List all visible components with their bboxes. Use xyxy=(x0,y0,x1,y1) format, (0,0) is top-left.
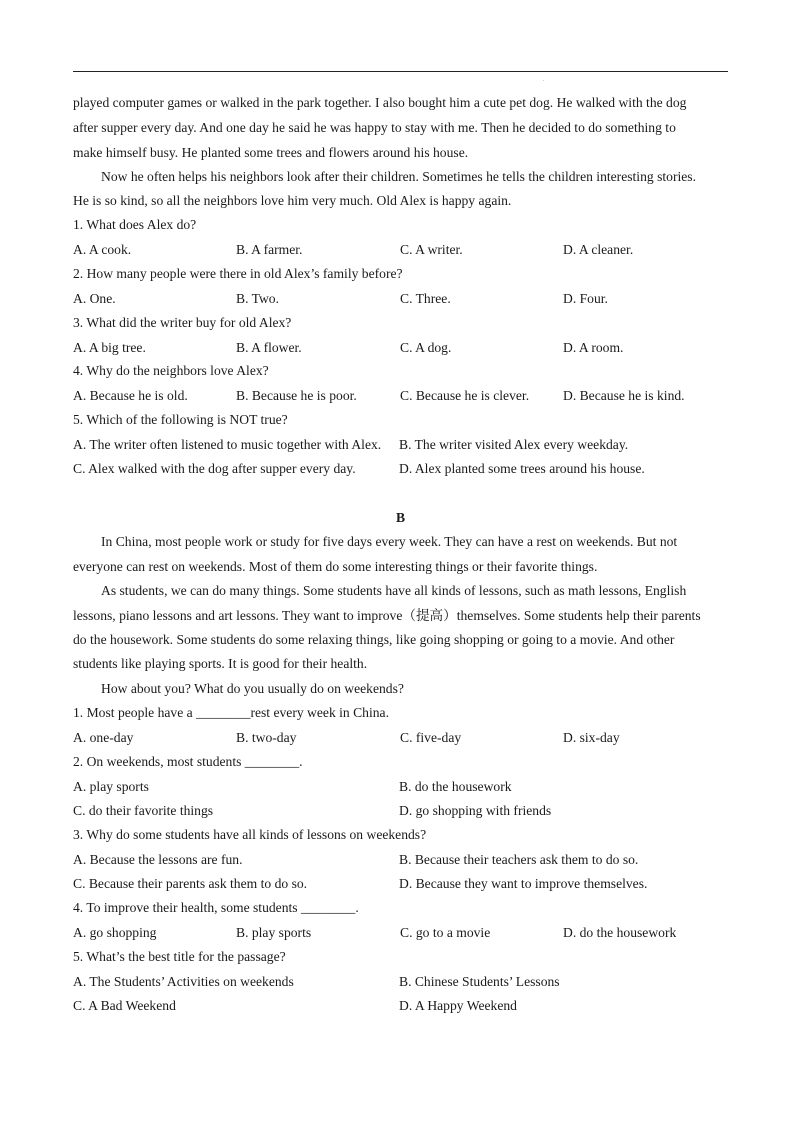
option-b4-b[interactable]: B. play sports xyxy=(236,925,312,940)
question-b3: 3. Why do some students have all kinds of lessons on weekends? xyxy=(73,827,427,842)
option-a3-d[interactable]: D. A room. xyxy=(563,340,624,355)
option-a2-d[interactable]: D. Four. xyxy=(563,291,608,306)
passage-b-line: How about you? What do you usually do on weekends? xyxy=(101,681,404,696)
option-b5-b[interactable]: B. Chinese Students’ Lessons xyxy=(399,974,560,989)
option-b4-d[interactable]: D. do the housework xyxy=(563,925,677,940)
option-b1-a[interactable]: A. one-day xyxy=(73,730,134,745)
option-b2-b[interactable]: B. do the housework xyxy=(399,779,512,794)
question-b5: 5. What’s the best title for the passage? xyxy=(73,949,286,964)
option-b3-a[interactable]: A. Because the lessons are fun. xyxy=(73,852,243,867)
option-a2-a[interactable]: A. One. xyxy=(73,291,116,306)
option-a5-b[interactable]: B. The writer visited Alex every weekday. xyxy=(399,437,629,452)
passage-b-line: lessons, piano lessons and art lessons. They want to improve（提高）themselves. Some students help their parents xyxy=(73,608,701,623)
option-a1-a[interactable]: A. A cook. xyxy=(73,242,132,257)
option-a1-c[interactable]: C. A writer. xyxy=(400,242,463,257)
option-b2-c[interactable]: C. do their favorite things xyxy=(73,803,214,818)
option-b5-c[interactable]: C. A Bad Weekend xyxy=(73,998,176,1013)
option-a3-c[interactable]: C. A dog. xyxy=(400,340,452,355)
passage-b-line: students like playing sports. It is good for their health. xyxy=(73,656,368,671)
passage-a-line: make himself busy. He planted some trees and flowers around his house. xyxy=(73,145,469,160)
option-b1-d[interactable]: D. six-day xyxy=(563,730,620,745)
header-rule xyxy=(73,71,728,72)
option-b5-a[interactable]: A. The Students’ Activities on weekends xyxy=(73,974,294,989)
question-b1: 1. Most people have a ________rest every week in China. xyxy=(73,705,389,720)
option-b1-c[interactable]: C. five-day xyxy=(400,730,462,745)
option-a3-b[interactable]: B. A flower. xyxy=(236,340,302,355)
option-b4-a[interactable]: A. go shopping xyxy=(73,925,157,940)
option-b3-b[interactable]: B. Because their teachers ask them to do so. xyxy=(399,852,639,867)
option-a1-d[interactable]: D. A cleaner. xyxy=(563,242,634,257)
option-a2-c[interactable]: C. Three. xyxy=(400,291,451,306)
option-b2-a[interactable]: A. play sports xyxy=(73,779,149,794)
question-a5: 5. Which of the following is NOT true? xyxy=(73,412,288,427)
option-a4-d[interactable]: D. Because he is kind. xyxy=(563,388,685,403)
option-a4-c[interactable]: C. Because he is clever. xyxy=(400,388,530,403)
option-b2-d[interactable]: D. go shopping with friends xyxy=(399,803,552,818)
option-b5-d[interactable]: D. A Happy Weekend xyxy=(399,998,517,1013)
section-b-heading: B xyxy=(395,510,406,525)
scan-dot: . xyxy=(543,77,545,83)
passage-b-line: As students, we can do many things. Some students have all kinds of lessons, such as math lessons, English xyxy=(101,583,687,598)
passage-b-line: In China, most people work or study for five days every week. They can have a rest on weekends. But not xyxy=(101,534,678,549)
passage-a-line: Now he often helps his neighbors look after their children. Sometimes he tells the children interesting stories. xyxy=(101,169,696,184)
option-a4-a[interactable]: A. Because he is old. xyxy=(73,388,188,403)
option-a2-b[interactable]: B. Two. xyxy=(236,291,279,306)
passage-b-line: everyone can rest on weekends. Most of them do some interesting things or their favorite things. xyxy=(73,559,598,574)
question-a3: 3. What did the writer buy for old Alex? xyxy=(73,315,292,330)
option-b1-b[interactable]: B. two-day xyxy=(236,730,297,745)
option-a4-b[interactable]: B. Because he is poor. xyxy=(236,388,357,403)
option-a5-a[interactable]: A. The writer often listened to music together with Alex. xyxy=(73,437,382,452)
question-a1: 1. What does Alex do? xyxy=(73,217,197,232)
passage-a-line: played computer games or walked in the park together. I also bought him a cute pet dog. He walked with the dog xyxy=(73,95,687,110)
passage-b-line: do the housework. Some students do some relaxing things, like going shopping or going to a movie. And other xyxy=(73,632,675,647)
passage-a-line: He is so kind, so all the neighbors love him very much. Old Alex is happy again. xyxy=(73,193,512,208)
question-b2: 2. On weekends, most students ________. xyxy=(73,754,303,769)
passage-a-line: after supper every day. And one day he said he was happy to stay with me. Then he decided to do something to xyxy=(73,120,676,135)
question-a4: 4. Why do the neighbors love Alex? xyxy=(73,363,269,378)
question-a2: 2. How many people were there in old Alex’s family before? xyxy=(73,266,403,281)
option-a3-a[interactable]: A. A big tree. xyxy=(73,340,146,355)
option-b3-d[interactable]: D. Because they want to improve themselves. xyxy=(399,876,648,891)
option-a5-d[interactable]: D. Alex planted some trees around his house. xyxy=(399,461,645,476)
option-a5-c[interactable]: C. Alex walked with the dog after supper every day. xyxy=(73,461,356,476)
option-b4-c[interactable]: C. go to a movie xyxy=(400,925,491,940)
option-a1-b[interactable]: B. A farmer. xyxy=(236,242,303,257)
question-b4: 4. To improve their health, some students ________. xyxy=(73,900,359,915)
option-b3-c[interactable]: C. Because their parents ask them to do so. xyxy=(73,876,308,891)
